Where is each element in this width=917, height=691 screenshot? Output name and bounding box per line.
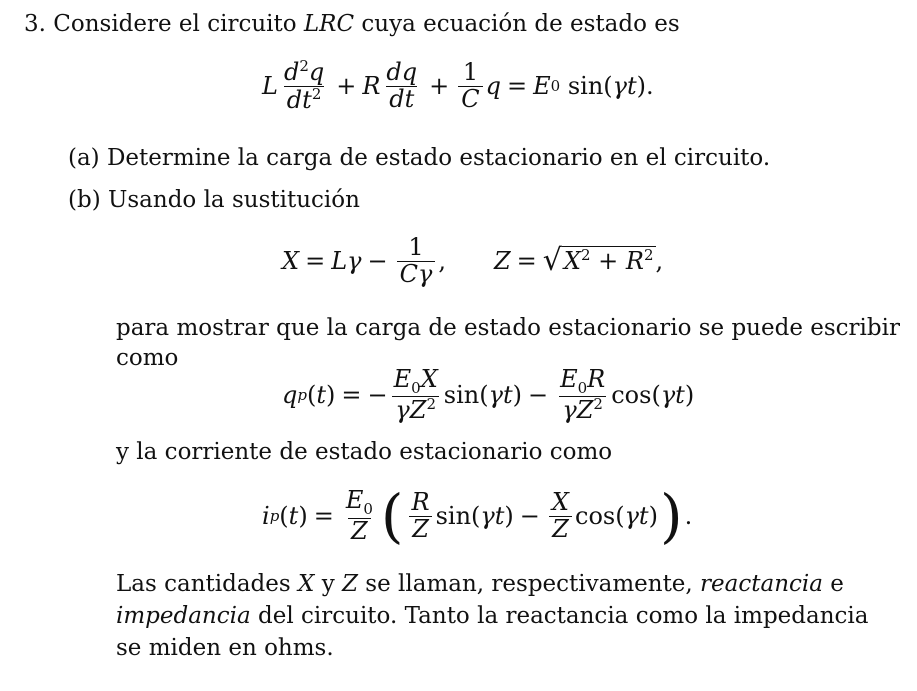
symbol-x: X: [298, 571, 315, 597]
part-b: [68, 186, 360, 214]
closing-line-3: se miden en ohms.: [116, 635, 334, 661]
part-b-label: (b): [68, 187, 101, 213]
word-y: y: [321, 571, 335, 597]
current-formula: i p ( t ) = $\frac{E_0}{Z}$ ( $\frac{R}{Z}$ sin( γt ) − $\frac{X}{Z}$ cos( γt ) ) .: [262, 482, 693, 550]
part-b-text: Usando la sustitución: [107, 187, 360, 213]
closing-line-1: [116, 570, 844, 598]
problem-number: 3.: [24, 11, 46, 37]
term-impedancia: impedancia: [116, 603, 251, 629]
part-a-text: Determine la carga de estado estacionario en el circuito.: [106, 145, 771, 171]
problem-statement: [24, 10, 680, 38]
closing-l1-a: Las cantidades: [116, 571, 291, 597]
intro-end-text: cuya ecuación de estado es: [361, 11, 680, 37]
closing-line-2: [116, 602, 868, 630]
circuit-name: LRC: [303, 11, 355, 37]
substitution-equation: X = Lγ − $\frac{1}{C\gamma}$ , Z = √ $X^2 + R^2$ ,: [282, 233, 664, 288]
closing-l2-b: del circuito. Tanto la reactancia como la impedancia: [258, 603, 869, 629]
word-e: e: [830, 571, 844, 597]
closing-l1-b: se llaman, respectivamente,: [365, 571, 693, 597]
intro-text: Considere el circuito: [53, 11, 297, 37]
symbol-z: Z: [342, 571, 358, 597]
part-a-label: (a): [68, 145, 100, 171]
charge-formula: q p ( t ) = − $\frac{E_0X}{\gamma Z^2}$ sin( γt ) − $\frac{E_0R}{\gamma Z^2}$ cos( γt ): [282, 364, 695, 425]
part-a: [68, 144, 770, 172]
text-line-3: y la corriente de estado estacionario como: [116, 439, 613, 465]
text-line-2: como: [116, 345, 179, 371]
state-equation: L $\frac{d^2q}{dt^2}$ + R $\frac{dq}{dt}$ + $\frac{1}{C}$ q = E 0 sin( γt ).: [262, 57, 654, 114]
term-reactancia: reactancia: [700, 571, 823, 597]
text-line-1: para mostrar que la carga de estado estacionario se puede escribir: [116, 315, 900, 341]
